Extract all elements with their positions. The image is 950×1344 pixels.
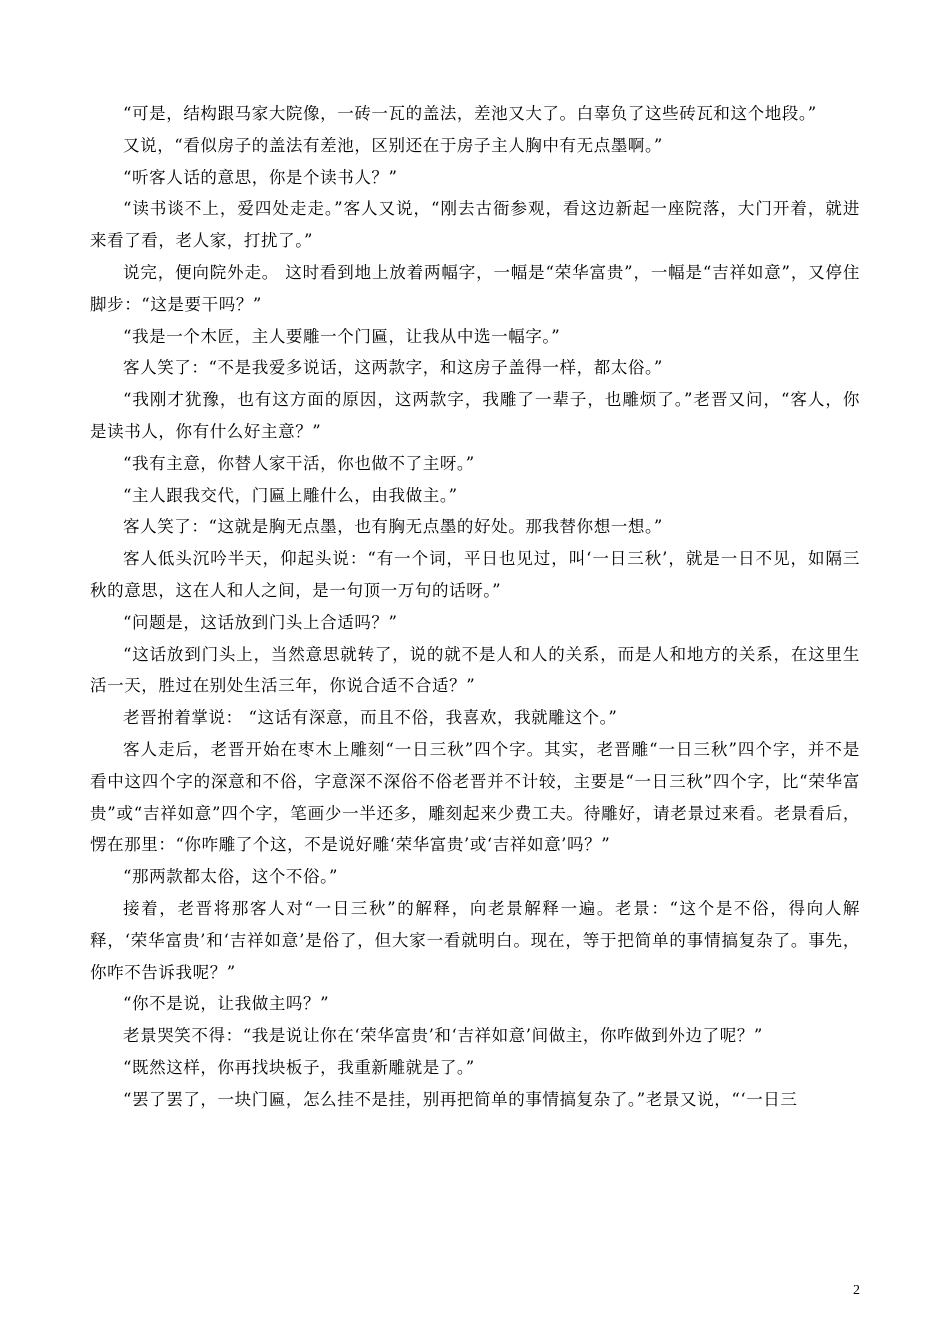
paragraph-1: “可是，结构跟马家大院像，一砖一瓦的盖法，差池又大了。白辜负了这些砖瓦和这个地段。” xyxy=(123,104,817,123)
paragraph-13: “问题是，这话放到门头上合适吗？” xyxy=(123,612,398,632)
paragraph-8: “我刚才犹豫，也有这方面的原因，这两款字，我雕了一辈子，也雕烦了。”老晋又问，“客人，你是读书人，你有什么好主意？” xyxy=(90,390,860,441)
paragraph-14: “这话放到门头上，当然意思就转了，说的就不是人和人的关系，而是人和地方的关系，在这里生活一天，胜过在别处生活三年，你说合适不合适？” xyxy=(90,644,860,696)
paragraph-7: 客人笑了：“不是我爱多说话，这两款字，和这房子盖得一样，都太俗。” xyxy=(123,358,663,378)
paragraph-2: 又说，“看似房子的盖法有差池，区别还在于房子主人胸中有无点墨啊。” xyxy=(123,135,663,155)
paragraph-18: 接着，老晋将那客人对“一日三秋”的解释，向老景解释一遍。老景：“这个是不俗，得向人解释，‘荣华富贵’和‘吉祥如意’是俗了，但大家一看就明白。现在，等于把简单的事情搞复杂了。事先，你咋不告诉我呢？” xyxy=(90,898,860,982)
paragraph-3: “听客人话的意思，你是个读书人？” xyxy=(123,167,398,187)
paragraph-4: “读书谈不上，爱四处走走。”客人又说，“刚去古衙参观，看这边新起一座院落，大门开着，就进来看了看，老人家，打扰了。” xyxy=(90,199,860,251)
paragraph-11: 客人笑了：“这就是胸无点墨，也有胸无点墨的好处。那我替你想一想。” xyxy=(123,517,663,537)
paragraph-16: 客人走后，老晋开始在枣木上雕刻“一日三秋”四个字。其实，老晋雕“一日三秋”四个字，并不是看中这四个字的深意和不俗，字意深不深俗不俗老晋并不计较，主要是“一日三秋”四个字，比“荣华富贵”或“吉祥如意”四个字，笔画少一半还多，雕刻起来少费工夫。待雕好，请老景过来看。老景看后，愣在那里：“你咋雕了个这，不是说好雕‘荣华富贵’或‘吉祥如意’吗？” xyxy=(90,739,860,855)
paragraph-9: “我有主意，你替人家干活，你也做不了主呀。” xyxy=(123,453,475,473)
paragraph-5: 说完，便向院外走。 这时看到地上放着两幅字，一幅是“荣华富贵”，一幅是“吉祥如意”，又停住脚步：“这是要干吗？” xyxy=(90,262,860,314)
paragraph-19: “你不是说，让我做主吗？” xyxy=(123,994,330,1014)
paragraph-15: 老晋拊着掌说： “这话有深意，而且不俗，我喜欢，我就雕这个。” xyxy=(123,708,618,728)
paragraph-22: “罢了罢了，一块门匾，怎么挂不是挂，别再把简单的事情搞复杂了。”老景又说，“‘一日三 xyxy=(123,1089,798,1109)
paragraph-10: “主人跟我交代，门匾上雕什么，由我做主。” xyxy=(123,485,458,505)
paragraph-20: 老景哭笑不得：“我是说让你在‘荣华富贵’和‘吉祥如意’间做主，你咋做到外边了呢？” xyxy=(123,1026,763,1046)
paragraph-21: “既然这样，你再找块板子，我重新雕就是了。” xyxy=(123,1057,475,1077)
paragraph-12: 客人低头沉吟半天，仰起头说：“有一个词，平日也见过，叫‘一日三秋’，就是一日不见，如隔三秋的意思，这在人和人之间，是一句顶一万句的话呀。” xyxy=(90,549,860,600)
page-number: 2 xyxy=(853,1283,860,1298)
body-text xyxy=(90,98,860,1116)
paragraph-17: “那两款都太俗，这个不俗。” xyxy=(123,867,339,887)
paragraph-6: “我是一个木匠，主人要雕一个门匾，让我从中选一幅字。” xyxy=(123,326,561,346)
